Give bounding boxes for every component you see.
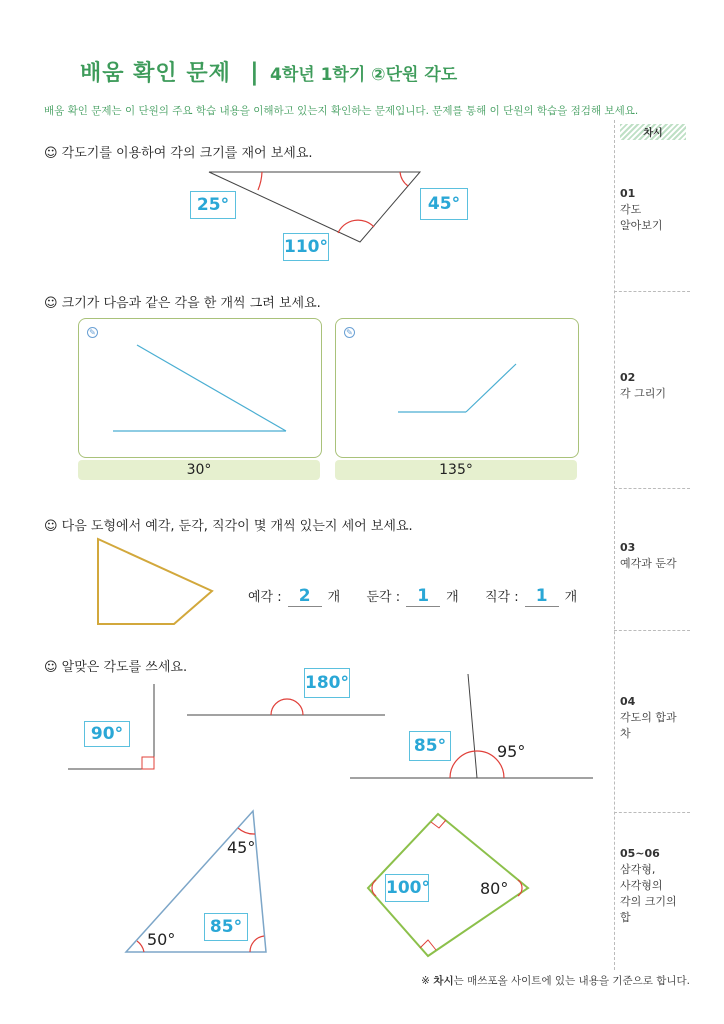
answer-box: 90° xyxy=(84,721,130,747)
footnote-mark: ※ xyxy=(421,975,430,987)
question-3-prompt: ☺ 다음 도형에서 예각, 둔각, 직각이 몇 개씩 있는지 세어 보세요. xyxy=(44,519,413,534)
angle-label-30: 30° xyxy=(78,460,320,480)
angle-ray xyxy=(468,674,477,778)
sidebar-item-04 xyxy=(620,694,700,742)
sidebar-item-label: 각의 크기의 xyxy=(620,895,677,908)
question-1-prompt: ☺ 각도기를 이용하여 각의 크기를 재어 보세요. xyxy=(44,146,313,161)
answer-box: 110° xyxy=(283,233,329,261)
sidebar-item-label: 각도의 합과 xyxy=(620,711,677,724)
page-subtitle: 4학년 1학기 ②단원 각도 xyxy=(270,65,458,85)
sidebar-separator xyxy=(614,812,690,813)
sidebar-item-02 xyxy=(620,370,700,402)
acute-count: 2 xyxy=(288,586,322,607)
sidebar-divider xyxy=(614,120,615,970)
unit-label: 개 xyxy=(564,590,578,605)
right-angle-mark xyxy=(431,820,446,828)
question-4-prompt: ☺ 알맞은 각도를 쓰세요. xyxy=(44,660,188,675)
sidebar-item-label: 각 그리기 xyxy=(620,387,667,400)
angle-arc-top xyxy=(238,828,255,834)
answer-box: 45° xyxy=(420,188,468,220)
right-angle-mark xyxy=(142,757,154,769)
sidebar-item-num: 04 xyxy=(620,695,636,708)
sidebar-item-03 xyxy=(620,540,700,572)
sidebar-tab: 차시 xyxy=(620,124,686,140)
right-label: 직각 : xyxy=(484,590,519,605)
footnote-bold: 차시 xyxy=(433,975,454,987)
sidebar-separator xyxy=(614,488,690,489)
sidebar-item-num: 05~06 xyxy=(620,847,660,860)
quadrilateral-outline xyxy=(98,539,212,624)
footnote xyxy=(421,973,690,988)
triangle-outline xyxy=(209,172,420,242)
given-angle: 80° xyxy=(480,879,509,898)
angle-ray xyxy=(137,345,286,431)
angle-arc-right xyxy=(400,172,408,186)
quadrilateral-shape xyxy=(90,535,220,630)
sidebar-item-label: 사각형의 xyxy=(620,879,663,892)
answer-box: 100° xyxy=(385,874,429,902)
sidebar-item-label: 삼각형, xyxy=(620,863,656,876)
sidebar-item-label: 예각과 둔각 xyxy=(620,557,677,570)
sidebar-item-num: 02 xyxy=(620,371,636,384)
given-angle: 45° xyxy=(227,838,256,857)
angle-arc-bottom xyxy=(338,220,374,233)
page-title: 배움 확인 문제 xyxy=(80,61,231,86)
sidebar-item-01 xyxy=(620,186,700,234)
sidebar-separator xyxy=(614,291,690,292)
obtuse-count: 1 xyxy=(406,586,440,607)
drawn-angle-135 xyxy=(336,319,578,457)
answer-box: 85° xyxy=(409,731,451,761)
angle-arc xyxy=(271,699,303,715)
pencil-icon: ✎ xyxy=(87,327,98,338)
title-separator: | xyxy=(250,58,259,86)
acute-label: 예각 : xyxy=(248,590,282,605)
given-angle: 95° xyxy=(497,742,526,761)
sidebar-item-label: 알아보기 xyxy=(620,219,663,232)
sidebar-separator xyxy=(614,630,690,631)
drawing-card-135 xyxy=(335,318,579,458)
angle-ray xyxy=(466,364,516,412)
angle-label-135: 135° xyxy=(335,460,577,480)
angle-arc-right xyxy=(250,936,264,952)
drawn-angle-30 xyxy=(79,319,321,457)
angle-arc-left xyxy=(137,941,144,952)
unit-label: 개 xyxy=(327,590,341,605)
pencil-icon: ✎ xyxy=(344,327,355,338)
split-angle-figure xyxy=(350,672,595,782)
given-angle: 50° xyxy=(147,930,176,949)
right-count: 1 xyxy=(525,586,559,607)
sidebar-item-05-06 xyxy=(620,846,700,926)
triangle-figure xyxy=(120,805,275,955)
sidebar-item-num: 03 xyxy=(620,541,636,554)
answer-box: 180° xyxy=(304,668,350,698)
sidebar-item-label: 차 xyxy=(620,727,631,740)
sidebar-item-label: 각도 xyxy=(620,203,642,216)
answer-box: 85° xyxy=(204,913,248,941)
angle-count-row xyxy=(248,586,577,607)
unit-label: 개 xyxy=(446,590,459,605)
sidebar-item-label: 합 xyxy=(620,911,631,924)
angle-arc-left xyxy=(258,172,262,190)
footnote-text: 는 매쓰포올 사이트에 있는 내용을 기준으로 합니다. xyxy=(453,975,690,987)
obtuse-label: 둔각 : xyxy=(366,590,401,605)
intro-text: 배움 확인 문제는 이 단원의 주요 학습 내용을 이해하고 있는지 확인하는 문제입니다. 문제를 통해 이 단원의 학습을 점검해 보세요. xyxy=(44,105,639,117)
sidebar-item-num: 01 xyxy=(620,187,636,200)
question-2-prompt: ☺ 크기가 다음과 같은 각을 한 개씩 그려 보세요. xyxy=(44,296,321,311)
drawing-card-30 xyxy=(78,318,322,458)
answer-box: 25° xyxy=(190,191,236,219)
